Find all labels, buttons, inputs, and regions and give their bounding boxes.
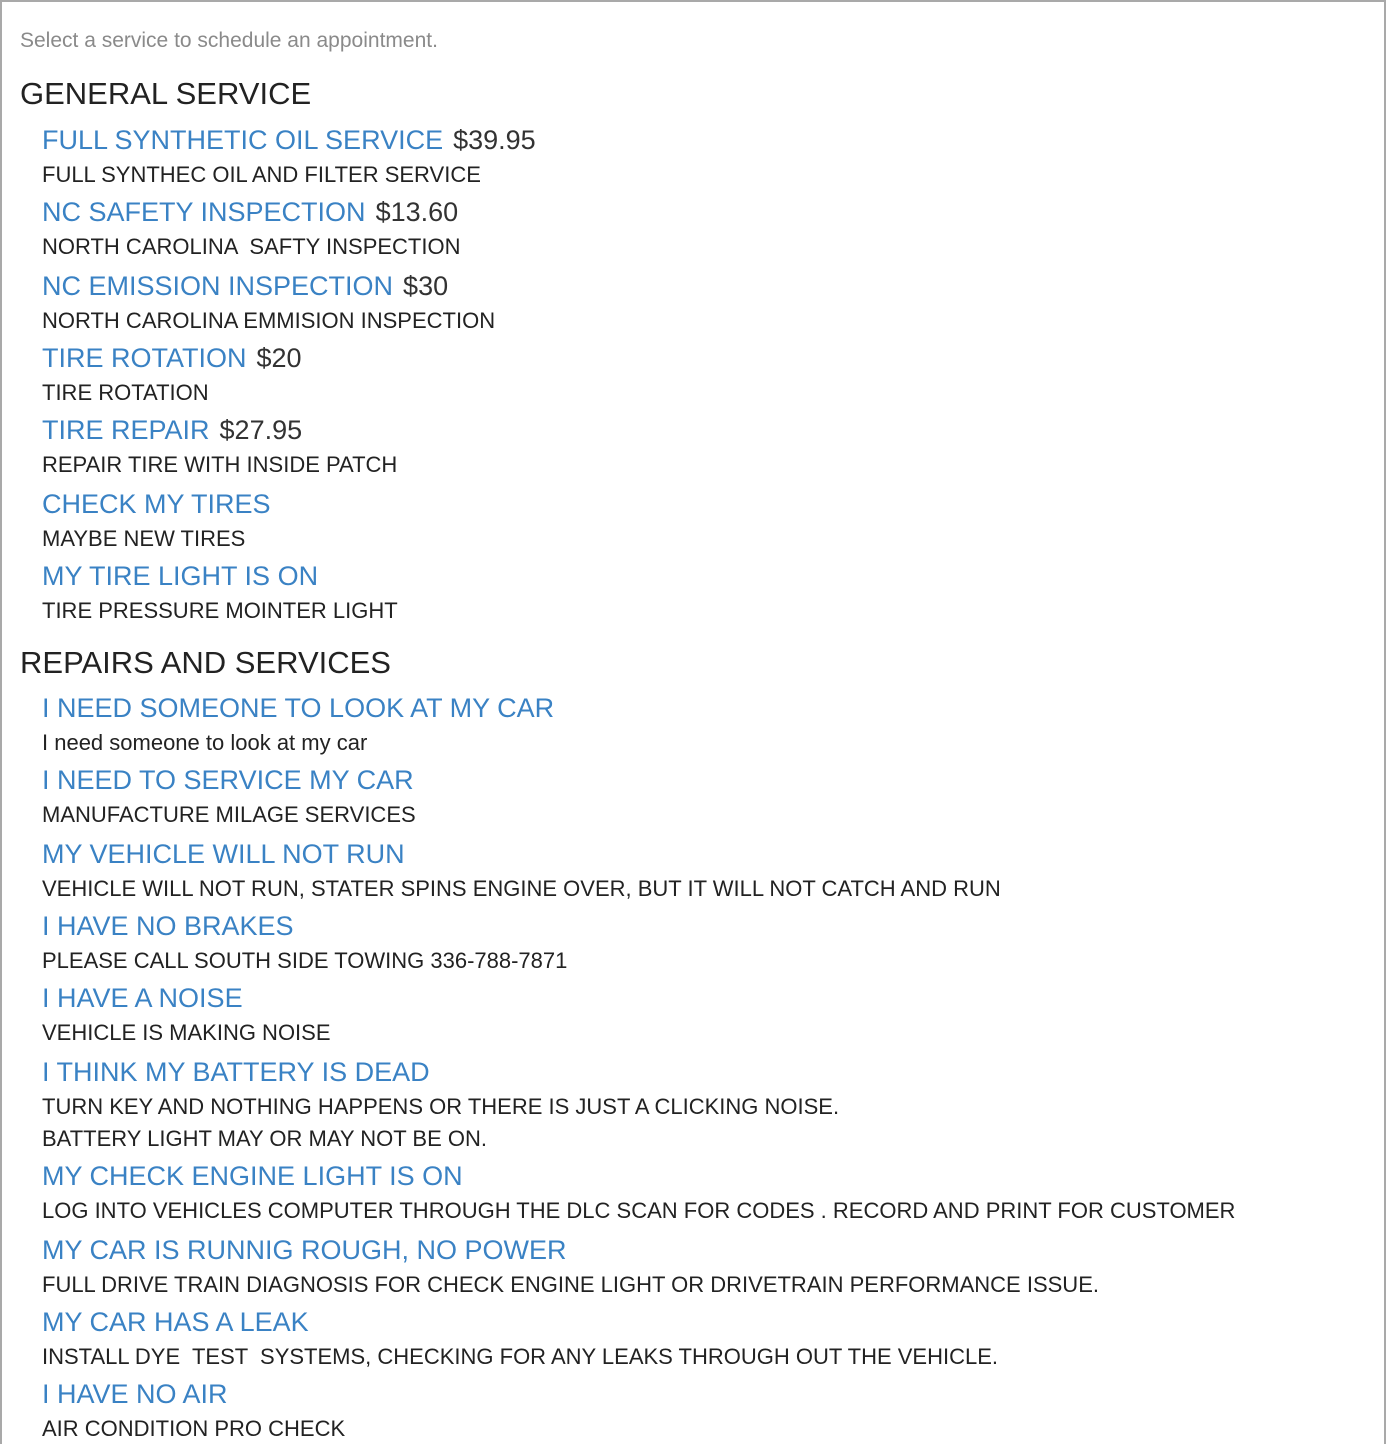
service-description: VEHICLE IS MAKING NOISE	[42, 1020, 331, 1045]
intro-text: Select a service to schedule an appointment.	[20, 29, 438, 52]
service-price: $20	[256, 343, 302, 373]
service-price: $13.60	[375, 197, 459, 227]
service-title-row	[42, 836, 1001, 872]
service-description: REPAIR TIRE WITH INSIDE PATCH	[42, 452, 398, 477]
service-price: $27.95	[219, 415, 303, 445]
service-link[interactable]: I NEED TO SERVICE MY CAR	[42, 765, 414, 795]
service-link[interactable]: NC SAFETY INSPECTION	[42, 197, 366, 227]
service-item-i-have-no-air	[42, 1376, 345, 1444]
service-description: VEHICLE WILL NOT RUN, STATER SPINS ENGINE OVER, BUT IT WILL NOT CATCH AND RUN	[42, 876, 1001, 901]
service-link[interactable]: MY VEHICLE WILL NOT RUN	[42, 839, 405, 869]
service-item-full-synthetic-oil-service	[42, 122, 536, 191]
service-link[interactable]: TIRE ROTATION	[42, 343, 247, 373]
service-title-row	[42, 980, 331, 1016]
service-title-row	[42, 268, 495, 304]
service-item-nc-safety-inspection	[42, 194, 460, 263]
service-description: MANUFACTURE MILAGE SERVICES	[42, 802, 416, 827]
service-item-nc-emission-inspection	[42, 268, 495, 337]
service-description: AIR CONDITION PRO CHECK	[42, 1416, 346, 1441]
service-price: $30	[403, 271, 449, 301]
service-description: LOG INTO VEHICLES COMPUTER THROUGH THE DLC SCAN FOR CODES . RECORD AND PRINT FOR CUSTOMER	[42, 1198, 1236, 1223]
service-link[interactable]: MY CHECK ENGINE LIGHT IS ON	[42, 1161, 463, 1191]
service-description: TIRE ROTATION	[42, 380, 209, 405]
service-item-my-vehicle-will-not-run	[42, 836, 1001, 905]
service-link[interactable]: TIRE REPAIR	[42, 415, 210, 445]
service-link[interactable]: I NEED SOMEONE TO LOOK AT MY CAR	[42, 693, 555, 723]
service-title-row	[42, 194, 460, 230]
service-title-row	[42, 1232, 1099, 1268]
service-description: TIRE PRESSURE MOINTER LIGHT	[42, 598, 398, 623]
service-description: TURN KEY AND NOTHING HAPPENS OR THERE IS JUST A CLICKING NOISE. BATTERY LIGHT MAY OR MAY NOT BE ON.	[42, 1094, 840, 1151]
service-item-my-tire-light-is-on	[42, 558, 398, 627]
service-description: PLEASE CALL SOUTH SIDE TOWING 336-788-7871	[42, 948, 568, 973]
service-item-my-car-is-runnig-rough-no-power	[42, 1232, 1099, 1301]
service-title-row	[42, 1158, 1235, 1194]
service-description: INSTALL DYE TEST SYSTEMS, CHECKING FOR ANY LEAKS THROUGH OUT THE VEHICLE.	[42, 1344, 999, 1369]
service-description: FULL SYNTHEC OIL AND FILTER SERVICE	[42, 162, 481, 187]
section-heading: GENERAL SERVICE	[20, 76, 312, 111]
service-title-row	[42, 122, 536, 158]
service-link[interactable]: I HAVE NO AIR	[42, 1379, 228, 1409]
service-title-row	[42, 486, 271, 522]
service-title-row	[42, 412, 397, 448]
service-title-row	[42, 908, 567, 944]
service-item-i-need-to-service-my-car	[42, 762, 416, 831]
service-link[interactable]: NC EMISSION INSPECTION	[42, 271, 394, 301]
service-description: NORTH CAROLINA SAFTY INSPECTION	[42, 234, 461, 259]
service-link[interactable]: FULL SYNTHETIC OIL SERVICE	[42, 125, 444, 155]
service-price: $39.95	[453, 125, 536, 155]
service-item-my-car-has-a-leak	[42, 1304, 998, 1373]
service-title-row	[42, 1054, 839, 1090]
service-item-i-need-someone-to-look-at-my-car	[42, 690, 554, 759]
service-link[interactable]: MY CAR HAS A LEAK	[42, 1307, 309, 1337]
section-heading: REPAIRS AND SERVICES	[20, 645, 391, 680]
service-link[interactable]: I HAVE NO BRAKES	[42, 911, 294, 941]
service-item-i-think-my-battery-is-dead	[42, 1054, 839, 1155]
service-description: FULL DRIVE TRAIN DIAGNOSIS FOR CHECK ENGINE LIGHT OR DRIVETRAIN PERFORMANCE ISSUE.	[42, 1272, 1099, 1297]
service-item-tire-repair	[42, 412, 397, 481]
service-link[interactable]: MY CAR IS RUNNIG ROUGH, NO POWER	[42, 1235, 567, 1265]
service-title-row	[42, 1304, 998, 1340]
service-description: I need someone to look at my car	[42, 730, 368, 755]
service-item-i-have-no-brakes	[42, 908, 567, 977]
service-item-my-check-engine-light-is-on	[42, 1158, 1235, 1227]
service-title-row	[42, 1376, 345, 1412]
service-title-row	[42, 762, 416, 798]
service-link[interactable]: MY TIRE LIGHT IS ON	[42, 561, 319, 591]
service-title-row	[42, 340, 302, 376]
service-description: MAYBE NEW TIRES	[42, 526, 246, 551]
service-item-check-my-tires	[42, 486, 271, 555]
service-link[interactable]: CHECK MY TIRES	[42, 489, 271, 519]
service-title-row	[42, 558, 398, 594]
service-item-i-have-a-noise	[42, 980, 331, 1049]
service-title-row	[42, 690, 554, 726]
service-item-tire-rotation	[42, 340, 302, 409]
service-description: NORTH CAROLINA EMMISION INSPECTION	[42, 308, 496, 333]
service-link[interactable]: I THINK MY BATTERY IS DEAD	[42, 1057, 430, 1087]
service-link[interactable]: I HAVE A NOISE	[42, 983, 243, 1013]
